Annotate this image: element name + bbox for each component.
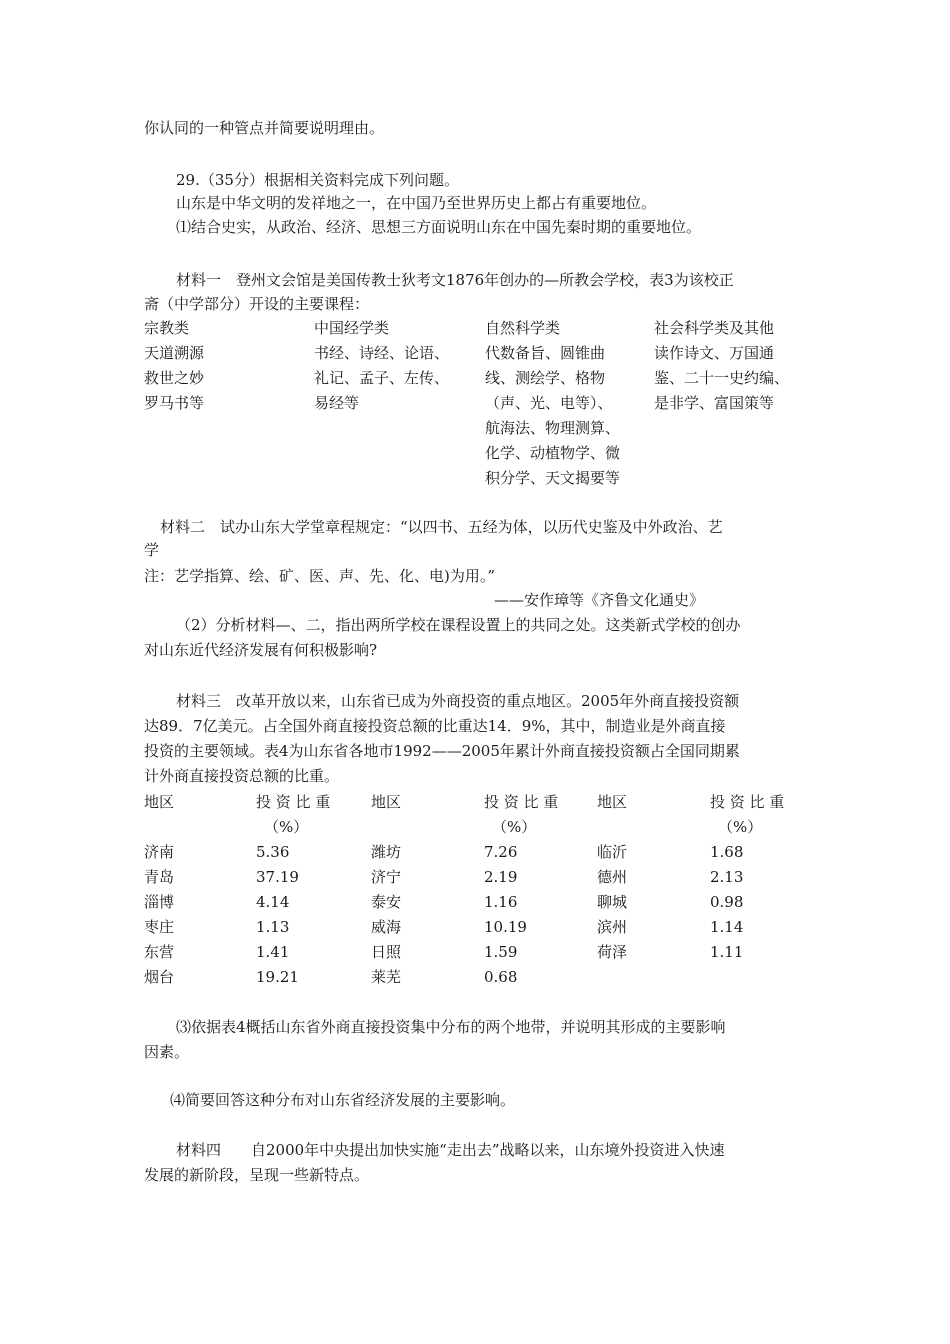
material-3-text: 达89．7亿美元。占全国外商直接投资总额的比重达14．9%，其中，制造业是外商直接 xyxy=(144,717,726,735)
material-4-text: 发展的新阶段，呈现一些新特点。 xyxy=(144,1166,370,1184)
course-cell: 代数备旨、圆锥曲 xyxy=(485,344,606,362)
course-column-science xyxy=(485,316,620,491)
table-value: 1.11 xyxy=(710,943,744,961)
course-cell: 积分学、天文揭要等 xyxy=(485,469,621,487)
text-line: 山东是中华文明的发祥地之一，在中国乃至世界历史上都占有重要地位。 xyxy=(176,194,657,212)
table-region: 德州 xyxy=(597,868,628,886)
course-column-social xyxy=(654,316,789,416)
table-value: 1.41 xyxy=(256,943,290,961)
table-value: 0.98 xyxy=(710,893,744,911)
table-region: 威海 xyxy=(371,918,402,936)
question-29-3: ⑶依据表4概括山东省外商直接投资集中分布的两个地带，并说明其形成的主要影响 xyxy=(176,1018,726,1036)
course-cell: 线、测绘学、格物 xyxy=(485,369,606,387)
material-3-text: 材料三 改革开放以来，山东省已成为外商投资的重点地区。2005年外商直接投资额 xyxy=(176,692,740,710)
course-header: 社会科学类及其他 xyxy=(654,319,775,337)
text-line: 你认同的一种管点并简要说明理由。 xyxy=(144,119,385,137)
table-header-region: 地区 xyxy=(597,793,628,811)
table-region: 莱芜 xyxy=(371,968,402,986)
question-29-4: ⑷简要回答这种分布对山东省经济发展的主要影响。 xyxy=(170,1091,516,1109)
material-3-text: 投资的主要领域。表4为山东省各地市1992——2005年累计外商直接投资额占全国同期累 xyxy=(144,742,740,760)
material-3-text: 计外商直接投资总额的比重。 xyxy=(144,767,340,785)
table-value: 1.16 xyxy=(484,893,518,911)
table-value: 7.26 xyxy=(484,843,518,861)
table-value: 19.21 xyxy=(256,968,299,986)
course-cell: 是非学、富国策等 xyxy=(654,394,775,412)
table-value: 2.13 xyxy=(710,868,744,886)
material-2-text: 学 xyxy=(144,541,160,559)
course-column-religion xyxy=(144,316,204,416)
question-29-1: ⑴结合史实，从政治、经济、思想三方面说明山东在中国先秦时期的重要地位。 xyxy=(176,218,702,236)
table-value: 1.13 xyxy=(256,918,290,936)
table-value: 2.19 xyxy=(484,868,518,886)
table-header-ratio: 投 资 比 重 xyxy=(710,793,785,811)
table-region: 泰安 xyxy=(371,893,402,911)
course-cell: 航海法、物理测算、 xyxy=(485,419,621,437)
table-region: 临沂 xyxy=(597,843,628,861)
table-value: 10.19 xyxy=(484,918,527,936)
course-column-classics xyxy=(314,316,449,416)
table-region: 济宁 xyxy=(371,868,402,886)
course-header: 自然科学类 xyxy=(485,319,561,337)
question-29-2: （2）分析材料—、二，指出两所学校在课程设置上的共同之处。这类新式学校的创办 xyxy=(176,616,741,634)
course-header: 中国经学类 xyxy=(314,319,390,337)
course-cell: 读作诗文、万国通 xyxy=(654,344,775,362)
material-2-text: 材料二 试办山东大学堂章程规定：“以四书、五经为体，以历代史鉴及中外政治、艺 xyxy=(160,518,723,536)
course-cell: （声、光、电等）、 xyxy=(485,394,613,412)
table-region: 枣庄 xyxy=(144,918,175,936)
table-region: 日照 xyxy=(371,943,402,961)
table-region: 聊城 xyxy=(597,893,628,911)
table-value: 5.36 xyxy=(256,843,290,861)
table-region: 滨州 xyxy=(597,918,628,936)
table-header-ratio: 投 资 比 重 xyxy=(484,793,559,811)
table-header-unit: （%） xyxy=(718,818,763,836)
table-value: 1.14 xyxy=(710,918,744,936)
table-region: 荷泽 xyxy=(597,943,628,961)
table-region: 潍坊 xyxy=(371,843,402,861)
material-4-text: 材料四 自2000年中央提出加快实施“走出去”战略以来，山东境外投资进入快速 xyxy=(176,1141,725,1159)
question-29-3: 因素。 xyxy=(144,1043,190,1061)
material-2-text: 注：艺学指算、绘、矿、医、声、先、化、电)为用。” xyxy=(144,567,496,585)
course-cell: 罗马书等 xyxy=(144,394,205,412)
table-region: 淄博 xyxy=(144,893,175,911)
table-value: 0.68 xyxy=(484,968,518,986)
table-region: 东营 xyxy=(144,943,175,961)
table-region: 烟台 xyxy=(144,968,175,986)
table-region: 济南 xyxy=(144,843,175,861)
course-cell: 礼记、孟子、左传、 xyxy=(314,369,450,387)
course-cell: 易经等 xyxy=(314,394,360,412)
table-header-ratio: 投 资 比 重 xyxy=(256,793,331,811)
table-header-unit: （%） xyxy=(264,818,309,836)
table-value: 1.59 xyxy=(484,943,518,961)
table-value: 4.14 xyxy=(256,893,290,911)
table-value: 1.68 xyxy=(710,843,744,861)
course-cell: 救世之妙 xyxy=(144,369,205,387)
citation: ——安作璋等《齐鲁文化通史》 xyxy=(494,591,705,609)
table-header-region: 地区 xyxy=(371,793,402,811)
course-cell: 鉴、二十一史约编、 xyxy=(654,369,790,387)
table-header-unit: （%） xyxy=(492,818,537,836)
course-cell: 书经、诗经、论语、 xyxy=(314,344,450,362)
course-cell: 天道溯源 xyxy=(144,344,205,362)
course-header: 宗教类 xyxy=(144,319,190,337)
material-1-text: 斋（中学部分）开设的主要课程： xyxy=(144,295,370,313)
question-29-title: 29.（35分）根据相关资料完成下列问题。 xyxy=(176,171,459,189)
table-region: 青岛 xyxy=(144,868,175,886)
table-header-region: 地区 xyxy=(144,793,175,811)
question-29-2: 对山东近代经济发展有何积极影响? xyxy=(144,641,378,659)
course-cell: 化学、动植物学、微 xyxy=(485,444,621,462)
material-1-text: 材料一 登州文会馆是美国传教士狄考文1876年创办的—所教会学校，表3为该校正 xyxy=(176,271,734,289)
table-value: 37.19 xyxy=(256,868,299,886)
